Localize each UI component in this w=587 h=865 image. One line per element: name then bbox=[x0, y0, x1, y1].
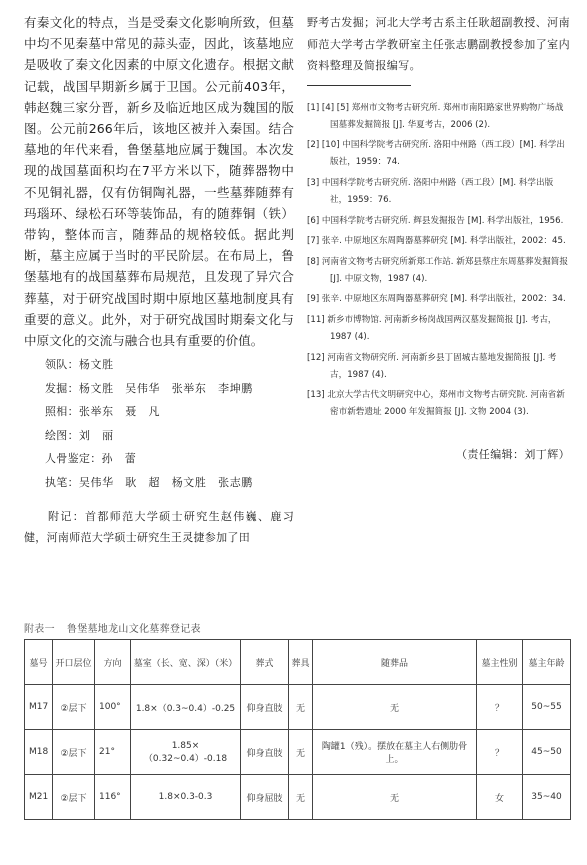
credit-role: 发掘： bbox=[45, 381, 79, 395]
reference-item: [1] [4] [5] 郑州市文物考古研究所. 郑州市南阳路家世界购物广场战国墓葬发掘简报 [J]. 华夏考古，2006 (2). bbox=[307, 102, 564, 130]
credit-names: 杨文胜 bbox=[78, 358, 114, 372]
table-cell: 35~40 bbox=[523, 775, 571, 820]
table-cell: 仰身直肢 bbox=[241, 685, 289, 730]
credit-names: 张举东 聂 凡 bbox=[78, 405, 161, 419]
credit-role: 领队： bbox=[45, 358, 79, 372]
reference-item: [2] [10] 中国科学院考古研究所. 洛阳中州路（西工段）[M]. 科学出版社，1959：74. bbox=[307, 140, 565, 168]
table-cell: 1.85×（0.32~0.4）-0.18 bbox=[131, 730, 241, 775]
table-cell: ②层下 bbox=[53, 775, 95, 820]
header-cell: 墓主年龄 bbox=[523, 640, 571, 685]
credits-list bbox=[24, 353, 294, 494]
table-cell: 无 bbox=[313, 775, 477, 820]
reference-item: [8] 河南省文物考古研究所新郑工作站. 新郑县蔡庄东周墓葬发掘简报 [J]. 中原文物，1987 (4). bbox=[307, 256, 568, 284]
credit-drawing bbox=[24, 424, 294, 448]
table-cell: M21 bbox=[25, 775, 53, 820]
table-cell: 无 bbox=[289, 775, 313, 820]
reference-item: [7] 张辛. 中原地区东周陶器墓葬研究 [M]. 科学出版社，2002：45. bbox=[307, 236, 566, 247]
table-caption bbox=[24, 620, 570, 635]
credit-names: 杨文胜 吴伟华 张举东 李坤鹏 bbox=[78, 381, 253, 395]
acknowledgement-note-part1: 附记：首都师范大学硕士研究生赵伟巍、鹿习健，河南师范大学硕士研究生王灵捷参加了田 bbox=[24, 510, 294, 545]
burial-register-table bbox=[24, 639, 571, 820]
table-cell: 女 bbox=[477, 775, 523, 820]
right-column bbox=[307, 12, 570, 462]
reference-item: [13] 北京大学古代文明研究中心，郑州市文物考古研究院. 河南省新密市新砦遗址 2000 年发掘简报 [J]. 文物 2004 (3). bbox=[307, 390, 565, 418]
table-label: 附表一 bbox=[24, 624, 55, 635]
header-cell: 葬具 bbox=[289, 640, 313, 685]
credit-role: 绘图： bbox=[45, 428, 79, 442]
references-divider bbox=[307, 85, 411, 86]
burial-register-table-section bbox=[24, 620, 570, 820]
credit-role: 人骨鉴定： bbox=[45, 452, 102, 466]
credit-photography bbox=[24, 400, 294, 424]
credit-excavation bbox=[24, 377, 294, 401]
left-column bbox=[24, 12, 294, 548]
reference-item: [6] 中国科学院考古研究所. 辉县发掘报告 [M]. 科学出版社，1956. bbox=[307, 215, 564, 226]
table-cell: 1.8×（0.3~0.4）-0.25 bbox=[131, 685, 241, 730]
header-cell: 墓号 bbox=[25, 640, 53, 685]
table-row bbox=[25, 775, 571, 820]
table-cell: ②层下 bbox=[53, 685, 95, 730]
reference-item: [11] 新乡市博物馆. 河南新乡杨岗战国两汉墓发掘简报 [J]. 考古，1987 (4). bbox=[307, 314, 557, 343]
reference-item: [3] 中国科学院考古研究所. 洛阳中州路（西工段）[M]. 科学出版社，1959：76. bbox=[307, 177, 554, 206]
credit-names: 吴伟华 耿 超 杨文胜 张志鹏 bbox=[78, 475, 253, 489]
header-cell: 开口层位 bbox=[53, 640, 95, 685]
references-list bbox=[307, 100, 570, 422]
header-cell: 墓主性别 bbox=[477, 640, 523, 685]
responsible-editor: （责任编辑：刘丁辉） bbox=[456, 447, 570, 461]
table-cell: 1.8×0.3-0.3 bbox=[131, 775, 241, 820]
table-row bbox=[25, 685, 571, 730]
article-paragraph: 有秦文化的特点，当是受秦文化影响所致，但墓中均不见秦墓中常见的蒜头壶，因此，该墓地应是吸收了秦文化因素的中原文化遗存。根据文献记载，战国早期新乡属于卫国。公元前403年，韩赵魏三家分晋，新乡及临近地区成为魏国的版图。公元前266年后，该地区被并入秦国。结合墓地的年代来看，鲁堡墓地应属于魏国。本次发现的战国墓面积均在7平方米以下，随葬器物中不见铜礼器，仅有仿铜陶礼器，一些墓葬随葬有玛瑙环、绿松石环等装饰品，有的随葬铜（铁）带钩，整体而言，随葬品的规格较低。据此判断，墓主应属于当时的平民阶层。在布局上，鲁堡墓地有的战国墓葬布局规范，且发现了异穴合葬墓，对于研究战国时期中原地区墓地制度具有重要的意义。此外，对于研究战国时期秦文化与中原文化的交流与融合也具有重要的价值。 bbox=[24, 15, 294, 349]
table-cell: 无 bbox=[313, 685, 477, 730]
header-cell: 葬式 bbox=[241, 640, 289, 685]
table-cell: ②层下 bbox=[53, 730, 95, 775]
table-header-row bbox=[25, 640, 571, 685]
reference-item: [9] 张辛. 中原地区东周陶器墓葬研究 [M]. 科学出版社，2002：34. bbox=[307, 294, 566, 305]
table-cell: 45~50 bbox=[523, 730, 571, 775]
reference-item: [12] 河南省文物研究所. 河南新乡县丁固城古墓地发掘简报 [J]. 考古，1987 (4). bbox=[307, 352, 557, 380]
acknowledgement-note-part2: 野考古发掘；河北大学考古系主任耿超副教授、河南师范大学考古学教研室主任张志鹏副教授参加了室内资料整理及简报编写。 bbox=[307, 16, 570, 72]
credit-bone-identification bbox=[24, 447, 294, 471]
header-cell: 墓室（长、宽、深）（米） bbox=[131, 640, 241, 685]
table-title: 鲁堡墓地龙山文化墓葬登记表 bbox=[66, 624, 201, 635]
table-cell: 100° bbox=[95, 685, 131, 730]
table-cell: 无 bbox=[289, 730, 313, 775]
credit-writers bbox=[24, 471, 294, 495]
table-row bbox=[25, 730, 571, 775]
table-cell: 50~55 bbox=[523, 685, 571, 730]
table-cell: 无 bbox=[289, 685, 313, 730]
table-cell: 仰身屈肢 bbox=[241, 775, 289, 820]
header-cell: 随葬品 bbox=[313, 640, 477, 685]
credit-leader bbox=[24, 353, 294, 377]
table-cell: ？ bbox=[477, 730, 523, 775]
table-cell: M18 bbox=[25, 730, 53, 775]
credit-role: 执笔： bbox=[45, 475, 79, 489]
table-cell: 仰身直肢 bbox=[241, 730, 289, 775]
table-cell: 21° bbox=[95, 730, 131, 775]
credit-names: 刘 丽 bbox=[78, 428, 114, 442]
table-cell: 116° bbox=[95, 775, 131, 820]
header-cell: 方向 bbox=[95, 640, 131, 685]
credit-names: 孙 蕾 bbox=[101, 452, 137, 466]
table-cell: ？ bbox=[477, 685, 523, 730]
table-cell: M17 bbox=[25, 685, 53, 730]
credit-role: 照相： bbox=[45, 405, 79, 419]
table-cell: 陶罐1（残）。摆放在墓主人右侧肋骨上。 bbox=[313, 730, 477, 775]
